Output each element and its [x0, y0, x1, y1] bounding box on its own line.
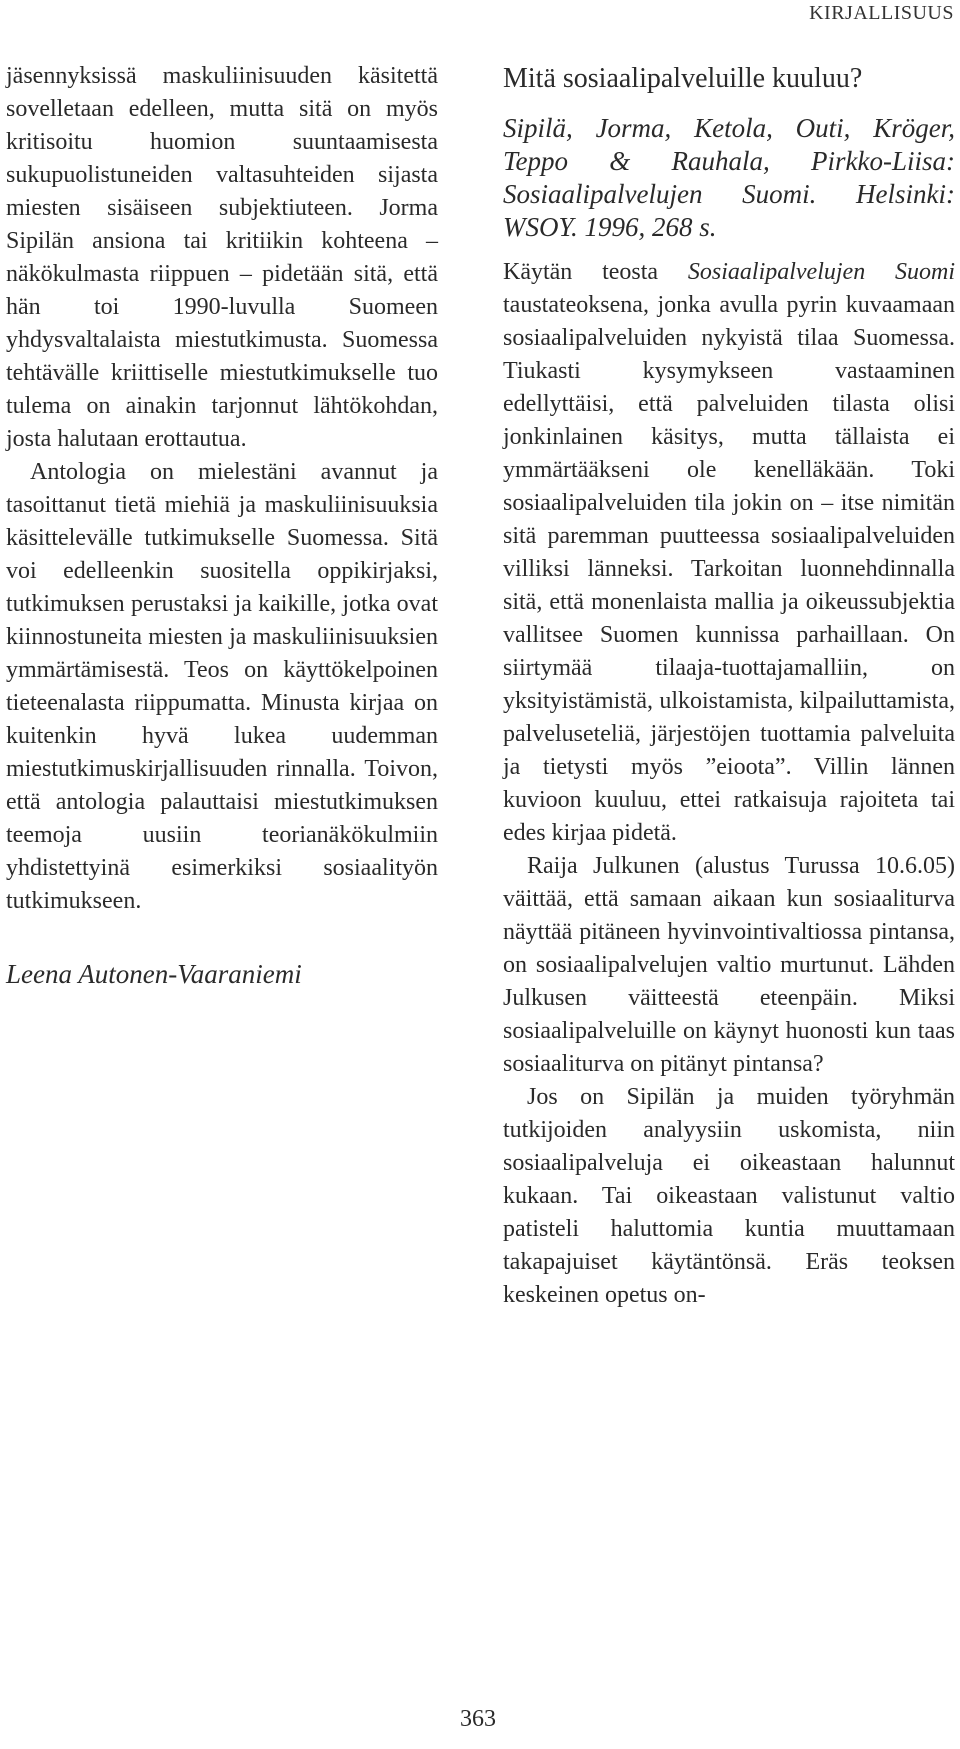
paragraph: Raija Julkunen (alustus Turussa 10.6.05) väittää, että samaan aikaan kun sosiaaliturva näyttää pitäneen hyvinvointivaltiossa pintansa, on sosiaalipalvelujen valtio murtunut. Lähden Julkusen väitteestä eteenpäin. Miksi sosiaalipalveluille on käynyt huonosti kun taas sosiaaliturva on pitänyt pintansa?	[503, 853, 955, 1077]
paragraph: jäsennyksissä maskuliinisuuden käsitettä sovelletaan edelleen, mutta sitä on myös kritisoitu huomion suuntaamisesta sukupuolistuneiden valtasuhteiden sijasta miesten sisäiseen subjektiuteen. Jorma Sipilän ansiona tai kritiikin kohteena – näkökulmasta riippuen – pidetään sitä, että hän toi 1990-luvulla Suomeen yhdysvaltalaista miestutkimusta. Suomessa tehtävälle kriittiselle miestutkimukselle tuo tulema on ainakin tarjonnut lähtökohdan, josta halutaan erottautua.	[6, 63, 438, 452]
paragraph	[503, 256, 955, 850]
section-label: KIRJALLISUUS	[809, 2, 954, 24]
paragraph: Jos on Sipilän ja muiden työryhmän tutkijoiden analyysiin uskomista, niin sosiaalipalveluja ei oikeastaan halunnut kukaan. Tai oikeastaan valistunut valtio patisteli haluttomia kuntia muuttamaan takapajuiset käytäntönsä. Eräs teoksen keskeinen opetus on-	[503, 1084, 955, 1308]
reviewer-signature: Leena Autonen-Vaaraniemi	[6, 959, 302, 989]
bibliography: Sipilä, Jorma, Ketola, Outi, Kröger, Teppo & Rauhala, Pirkko-Liisa: Sosiaalipalvelujen Suomi. Helsinki: WSOY. 1996, 268 s.	[503, 113, 955, 242]
book-title-italic: Sosiaalipalvelujen Suomi	[687, 259, 955, 285]
left-column	[6, 60, 438, 991]
paragraph: Antologia on mielestäni avannut ja tasoittanut tietä miehiä ja maskuliinisuuksia käsittelevälle tutkimukselle Suomessa. Sitä voi edelleenkin suositella oppikirjaksi, tutkimuksen perustaksi ja kaikille, jotka ovat kiinnostuneita miesten ja maskuliinisuuksien ymmärtämisestä. Teos on käyttökelpoinen tieteenalasta riippumatta. Minusta kirjaa on kuitenkin hyvä lukea uudemman miestutkimuskirjallisuuden rinnalla. Toivon, että antologia palauttaisi miestutkimuksen teemoja uusiin teorianäkökulmiin yhdistettyinä esimerkiksi sosiaalityön tutkimukseen.	[6, 459, 438, 914]
text-span: taustateoksena, jonka avulla pyrin kuvaamaan sosiaalipalveluiden nykyistä tilaa Suomessa. Tiukasti kysymykseen vastaaminen edellyttäisi, että palveluiden tilasta olisi jonkinlainen käsitys, mutta tällaista ei ymmärtääkseni ole kenelläkään. Toki sosiaalipalveluiden tila jokin on – itse nimitän sitä paremman puutteessa sosiaalipalveluiden villiksi länneksi. Tarkoitan luonnehdinnalla sitä, että monenlaista mallia ja oikeussubjektia vallitsee Suomen kunnissa parhaillaan. On siirtymää tilaaja-tuottajamalliin, on yksityistämistä, ulkoistamista, kilpailuttamista, palveluseteliä, järjestöjen tuottamia palveluita ja tietysti myös ”eioota”. Villin lännen kuvioon kuuluu, ettei ratkaisuja rajoiteta tai edes kirjaa pidetä.	[503, 292, 955, 846]
page-number: 363	[460, 1706, 496, 1732]
right-column	[503, 62, 955, 1312]
text-span: Käytän teosta	[503, 259, 688, 285]
review-title: Mitä sosiaalipalveluille kuuluu?	[503, 63, 863, 94]
